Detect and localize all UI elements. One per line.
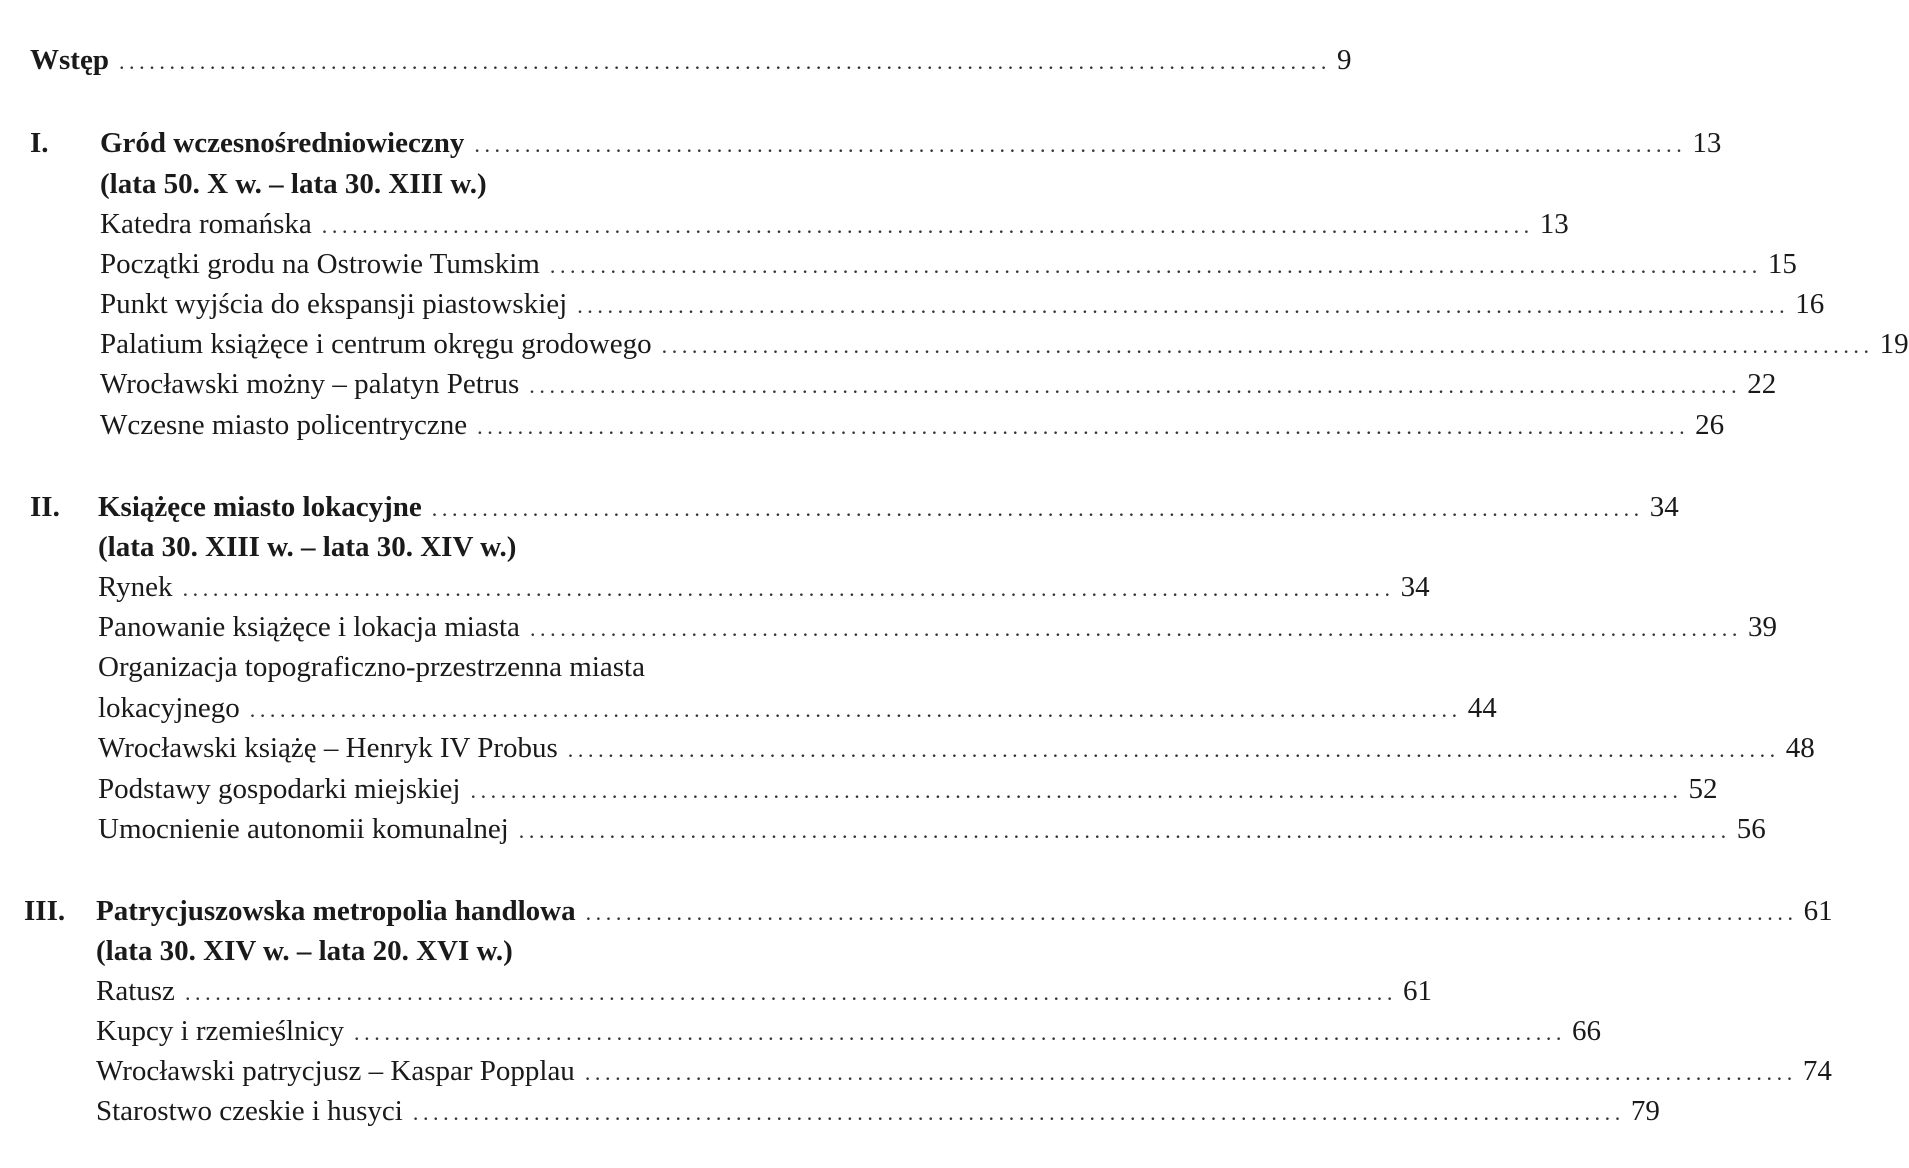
toc-entry-page: 13 [1692, 127, 1722, 159]
toc-entry-page: 19 [1879, 328, 1909, 360]
toc-entry-title: Wczesne miasto policentryczne [100, 409, 468, 441]
toc-entry-title: Wrocławski książę – Henryk IV Probus [98, 732, 558, 764]
dot-leader: ........................................................................................................................ [470, 778, 1683, 803]
toc-section [98, 651, 896, 691]
toc-entry-title: Książęce miasto lokacyjne [98, 491, 422, 523]
toc-entry-title: Umocnienie autonomii komunalnej [98, 813, 509, 845]
dot-leader: ........................................................................................................................ [584, 1060, 1797, 1085]
toc-entry-page: 15 [1767, 248, 1797, 280]
toc-entry-title: Patrycjuszowska metropolia handlowa [96, 895, 576, 927]
toc-entry-title: Wstęp [30, 44, 109, 76]
toc-entry-page: 34 [1400, 571, 1430, 603]
toc-chapter-subtitle: (lata 30. XIV w. – lata 20. XVI w.) [96, 935, 513, 967]
toc-chapter-subtitle: (lata 30. XIII w. – lata 30. XIV w.) [98, 531, 517, 563]
toc-entry-page: 34 [1649, 491, 1679, 523]
toc-entry-page: 48 [1785, 732, 1815, 764]
dot-leader: ........................................................................................................................ [354, 1020, 1567, 1045]
toc-section [96, 975, 1432, 1015]
toc-entry-title: Wrocławski patrycjusz – Kaspar Popplau [96, 1055, 575, 1087]
toc-entry-title: Katedra romańska [100, 208, 312, 240]
toc-entry-page: 66 [1572, 1015, 1602, 1047]
dot-leader: ........................................................................................................................ [585, 900, 1798, 925]
toc-section [96, 1015, 1602, 1055]
toc-section [98, 813, 1766, 853]
dot-leader: ........................................................................................................................ [661, 333, 1874, 358]
toc-chapter-subtitle: (lata 50. X w. – lata 30. XIII w.) [100, 168, 487, 200]
chapter-number: II. [30, 491, 60, 523]
toc-entry-page: 74 [1802, 1055, 1832, 1087]
chapter-number: III. [24, 895, 66, 927]
toc-section [100, 368, 1777, 408]
toc-entry-title: Panowanie książęce i lokacja miasta [98, 611, 520, 643]
dot-leader: ........................................................................................................................ [249, 697, 1462, 722]
dot-leader: ........................................................................................................................ [474, 132, 1687, 157]
toc-entry-page: 61 [1402, 975, 1432, 1007]
dot-leader: ........................................................................................................................ [184, 980, 1397, 1005]
dot-leader: ........................................................................................................................ [529, 616, 1742, 641]
toc-section [98, 692, 1497, 732]
dot-leader: ........................................................................................................................ [118, 49, 1331, 74]
toc-section [96, 1055, 1832, 1095]
toc-entry-title: Kupcy i rzemieślnicy [96, 1015, 345, 1047]
toc-section [100, 248, 1797, 288]
toc-chapter-heading [100, 127, 1722, 167]
toc-entry-title: Organizacja topograficzno-przestrzenna miasta [98, 651, 645, 683]
toc-entry-intro [30, 44, 1352, 84]
toc-entry-page: 26 [1695, 409, 1725, 441]
dot-leader: ........................................................................................................................ [412, 1100, 1625, 1125]
toc-entry-title: lokacyjnego [98, 692, 240, 724]
toc-entry-title: Starostwo czeskie i husyci [96, 1095, 403, 1127]
toc-entry-title: Palatium książęce i centrum okręgu grodowego [100, 328, 652, 360]
toc-entry-page: 52 [1688, 773, 1718, 805]
toc-section [96, 1095, 1660, 1135]
dot-leader: ........................................................................................................................ [431, 496, 1644, 521]
toc-entry-page: 13 [1539, 208, 1569, 240]
toc-chapter-heading [98, 491, 1679, 531]
toc-entry-title: Rynek [98, 571, 173, 603]
toc-entry-title: Podstawy gospodarki miejskiej [98, 773, 461, 805]
toc-section [100, 208, 1569, 248]
dot-leader: ........................................................................................................................ [549, 253, 1762, 278]
toc-entry-page: 16 [1795, 288, 1825, 320]
toc-entry-title: Ratusz [96, 975, 175, 1007]
toc-section [98, 773, 1718, 813]
toc-section [100, 409, 1725, 449]
toc-entry-page: 9 [1336, 44, 1352, 76]
dot-leader: ........................................................................................................................ [529, 373, 1742, 398]
toc-entry-page: 61 [1803, 895, 1833, 927]
dot-leader: ........................................................................................................................ [321, 213, 1534, 238]
toc-chapter-heading [96, 895, 1833, 935]
dot-leader: ........................................................................................................................ [567, 737, 1780, 762]
toc-entry-title: Wrocławski możny – palatyn Petrus [100, 368, 520, 400]
toc-section [98, 611, 1777, 651]
toc-entry-page: 56 [1736, 813, 1766, 845]
toc-entry-page: 44 [1467, 692, 1497, 724]
toc-section [98, 571, 1430, 611]
toc-entry-page: 22 [1747, 368, 1777, 400]
chapter-number: I. [30, 127, 49, 159]
dot-leader: ........................................................................................................................ [182, 576, 1395, 601]
toc-entry-page: 39 [1747, 611, 1777, 643]
toc-entry-page: 79 [1630, 1095, 1660, 1127]
toc-section [100, 288, 1825, 328]
dot-leader: ........................................................................................................................ [477, 414, 1690, 439]
toc-entry-title: Początki grodu na Ostrowie Tumskim [100, 248, 540, 280]
toc-section [100, 328, 1909, 368]
toc-section [98, 732, 1815, 772]
dot-leader: ........................................................................................................................ [518, 818, 1731, 843]
toc-entry-title: Punkt wyjścia do ekspansji piastowskiej [100, 288, 568, 320]
dot-leader: ........................................................................................................................ [577, 293, 1790, 318]
toc-entry-title: Gród wczesnośredniowieczny [100, 127, 465, 159]
